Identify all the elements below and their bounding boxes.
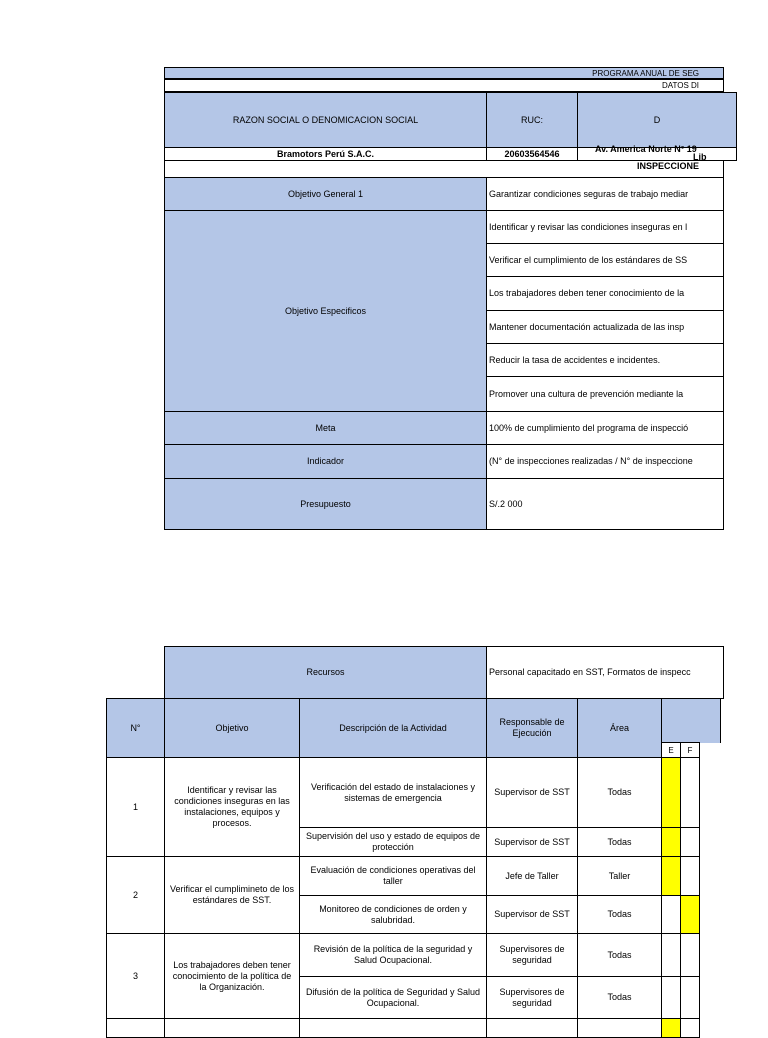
company-name: Bramotors Perú S.A.C. (276, 148, 375, 159)
row-descripcion: Difusión de la política de Seguridad y Salud Ocupacional. (305, 986, 481, 1008)
objetivo-especifico-label: Objetivo Especificos (284, 305, 367, 316)
address-line1: Av. America Norte N° 19 (595, 144, 697, 154)
header-objetivo-label: Objetivo (215, 722, 249, 733)
direccion-label: D (653, 114, 661, 125)
specific-item-text: Verificar el cumplimiento de los estándares de SS (489, 254, 688, 265)
specific-item-text: Reducir la tasa de accidentes e incidentes. (489, 354, 661, 365)
table-row-objetivo (164, 1018, 300, 1038)
table-row-objetivo (164, 933, 300, 1019)
schedule-cell-e (661, 895, 681, 934)
ruc-value: 20603564546 (504, 148, 560, 159)
company-name-cell (164, 147, 487, 161)
row-descripcion: Evaluación de condiciones operativas del taller (310, 865, 476, 886)
data-title-text: DATOS DI (661, 81, 699, 90)
header-area (577, 698, 662, 758)
specific-item (486, 310, 724, 344)
table-row-area (577, 827, 662, 857)
indicador-text-cell (486, 444, 724, 479)
table-row-descripcion (299, 933, 487, 977)
ruc-label: RUC: (521, 114, 543, 125)
schedule-cell-e (661, 757, 681, 828)
schedule-cell-e (661, 933, 681, 977)
schedule-cell-f (680, 757, 700, 828)
presupuesto-text: S/.2 000 (489, 498, 523, 509)
meta-text: 100% de cumplimiento del programa de inspecció (489, 422, 689, 433)
meta-text-cell (486, 411, 724, 445)
table-row-area (577, 933, 662, 977)
table-row-num (106, 933, 165, 1019)
row-num: 1 (132, 801, 138, 812)
table-row-num (106, 757, 165, 857)
table-row-num (106, 1018, 165, 1038)
row-descripcion: Supervisión del uso y estado de equipos de protección (305, 831, 481, 852)
razon-social-label: RAZON SOCIAL O DENOMICACION SOCIAL (232, 114, 419, 125)
table-row-descripcion (299, 856, 487, 896)
recursos-text-cell (486, 646, 724, 699)
presupuesto-text-cell (486, 478, 724, 530)
objetivo-general-label: Objetivo General 1 (287, 188, 364, 199)
specific-item (486, 343, 724, 377)
table-row-objetivo (164, 856, 300, 934)
table-row-area (577, 895, 662, 934)
schedule-cell-f (680, 976, 700, 1019)
address-line2: Lib (693, 152, 707, 162)
razon-social-header (164, 92, 487, 148)
row-responsable: Supervisor de SST (494, 787, 570, 797)
schedule-cell-e (661, 827, 681, 857)
row-area: Todas (607, 787, 632, 797)
objetivo-general-label-cell (164, 177, 487, 211)
specific-item-text: Promover una cultura de prevención mediante la (489, 388, 684, 399)
schedule-cell-f (680, 856, 700, 896)
row-descripcion: Revisión de la política de la seguridad y Salud Ocupacional. (313, 944, 473, 965)
header-schedule (661, 698, 721, 743)
presupuesto-label: Presupuesto (300, 498, 351, 509)
ruc-value-cell (486, 147, 578, 161)
table-row-area (577, 1018, 662, 1038)
recursos-text: Personal capacitado en SST, Formatos de inspecc (489, 667, 691, 677)
header-num (106, 698, 165, 758)
month-f (680, 742, 700, 758)
ruc-header (486, 92, 578, 148)
header-descripcion (299, 698, 487, 758)
header-area-label: Área (609, 722, 629, 733)
recursos-label: Recursos (306, 667, 345, 677)
direccion-header (577, 92, 737, 148)
schedule-cell-f (680, 933, 700, 977)
specific-item-text: Mantener documentación actualizada de las insp (489, 321, 685, 332)
table-row-responsable (486, 1018, 578, 1038)
inspection-label: INSPECCIONE (636, 161, 699, 171)
table-row-responsable (486, 933, 578, 977)
header-descripcion-label: Descripción de la Actividad (339, 722, 447, 733)
table-row-responsable (486, 757, 578, 828)
indicador-label-cell (164, 444, 487, 479)
meta-label-cell (164, 411, 487, 445)
header-responsable (486, 698, 578, 758)
row-responsable: Jefe de Taller (505, 870, 559, 881)
header-num-label: N° (130, 722, 141, 733)
table-row-area (577, 757, 662, 828)
indicador-text: (N° de inspecciones realizadas / N° de inspeccione (489, 456, 693, 466)
table-row-responsable (486, 895, 578, 934)
table-row-descripcion (299, 895, 487, 934)
program-title (164, 67, 724, 79)
row-area: Taller (608, 870, 631, 881)
row-responsable: Supervisores de seguridad (499, 986, 565, 1008)
table-row-descripcion (299, 757, 487, 828)
month-e-label: E (668, 745, 674, 755)
table-row-responsable (486, 976, 578, 1019)
recursos-label-cell (164, 646, 487, 699)
presupuesto-label-cell (164, 478, 487, 530)
inspection-banner (164, 160, 724, 178)
row-area: Todas (607, 949, 632, 960)
schedule-cell-f (680, 895, 700, 934)
specific-item-text: Los trabajadores deben tener conocimiento de la (489, 288, 685, 298)
schedule-cell-e (661, 976, 681, 1019)
schedule-cell-e (661, 1018, 681, 1038)
row-num: 3 (132, 970, 138, 981)
objetivo-general-text-cell (486, 177, 724, 211)
specific-item (486, 376, 724, 412)
meta-label: Meta (315, 422, 336, 433)
schedule-cell-f (680, 1018, 700, 1038)
row-objetivo: Verificar el cumplimineto de los estándares de SST. (169, 884, 295, 905)
data-title (164, 79, 724, 92)
specific-item-text: Identificar y revisar las condiciones inseguras en l (489, 221, 688, 232)
table-row-responsable (486, 827, 578, 857)
table-row-descripcion (299, 827, 487, 857)
address-cell (577, 144, 737, 162)
specific-item (486, 243, 724, 277)
row-area: Todas (607, 992, 632, 1002)
table-row-descripcion (299, 976, 487, 1019)
header-responsable-label: Responsable de Ejecución (499, 717, 565, 738)
specific-item (486, 276, 724, 311)
specific-item (486, 210, 724, 244)
month-e (661, 742, 681, 758)
month-f-label: F (687, 745, 693, 755)
table-row-area (577, 976, 662, 1019)
indicador-label: Indicador (306, 456, 345, 466)
row-num: 2 (132, 889, 138, 900)
row-responsable: Supervisores de seguridad (499, 944, 565, 965)
row-responsable: Supervisor de SST (494, 909, 570, 919)
row-area: Todas (607, 836, 632, 847)
schedule-cell-e (661, 856, 681, 896)
row-objetivo: Identificar y revisar las condiciones inseguras en las instalaciones, equipos y procesos. (174, 785, 290, 828)
row-descripcion: Verificación del estado de instalaciones y sistemas de emergencia (310, 781, 476, 803)
objetivo-especifico-label-cell (164, 210, 487, 412)
row-objetivo: Los trabajadores deben tener conocimiento de la política de la Organización. (172, 959, 292, 992)
table-row-descripcion (299, 1018, 487, 1038)
objetivo-general-text: Garantizar condiciones seguras de trabajo mediar (489, 188, 689, 199)
table-row-num (106, 856, 165, 934)
table-row-area (577, 856, 662, 896)
header-objetivo (164, 698, 300, 758)
row-descripcion: Monitoreo de condiciones de orden y salubridad. (319, 903, 467, 925)
row-area: Todas (607, 909, 632, 919)
table-row-objetivo (164, 757, 300, 857)
schedule-cell-f (680, 827, 700, 857)
row-responsable: Supervisor de SST (494, 836, 570, 847)
program-title-text: PROGRAMA ANUAL DE SEG (592, 68, 699, 78)
table-row-responsable (486, 856, 578, 896)
